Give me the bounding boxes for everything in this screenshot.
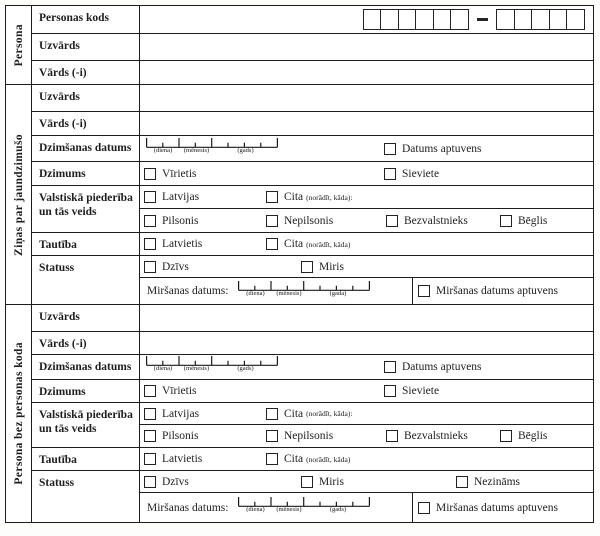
code-digit-box[interactable] xyxy=(363,9,382,30)
checkbox-dzivs[interactable] xyxy=(144,261,156,273)
checkbox-beglis[interactable] xyxy=(500,215,512,227)
row-valstiska-piederiba xyxy=(32,186,593,233)
mirsanas-aptuvens-label: Miršanas datums aptuvens xyxy=(436,285,559,297)
person-registration-form xyxy=(5,5,594,523)
date-day-label: (diena) xyxy=(153,365,173,372)
option-cita-valstiska[interactable]: Cita (norādīt, kāda): xyxy=(266,408,352,420)
option-nezinams[interactable]: Nezināms xyxy=(456,476,520,488)
option-dzivs[interactable]: Dzīvs xyxy=(144,261,189,273)
row-tautiba xyxy=(32,448,593,471)
row-valstiska-piederiba xyxy=(32,403,593,448)
row-vards xyxy=(32,332,593,355)
mirsanas-datums-label: Miršanas datums: xyxy=(147,285,229,297)
code-digit-box[interactable] xyxy=(398,9,417,30)
code-digit-box[interactable] xyxy=(531,9,550,30)
row-uzvards xyxy=(32,305,593,332)
option-virietis[interactable]: Vīrietis xyxy=(144,168,197,180)
birth-date-comb[interactable] xyxy=(146,355,278,376)
row-uzvards xyxy=(32,85,593,112)
section-bez-koda xyxy=(6,305,593,522)
option-nepilsonis[interactable]: Nepilsonis xyxy=(266,430,333,442)
option-latvietis[interactable]: Latvietis xyxy=(144,453,202,465)
checkbox-sieviete[interactable] xyxy=(384,168,396,180)
vards-input[interactable] xyxy=(144,63,589,82)
mirsanas-datums-label: Miršanas datums: xyxy=(147,501,229,514)
row-dzimsanas-datums xyxy=(32,136,593,162)
uzvards-input[interactable] xyxy=(144,307,589,329)
dzimums-label: Dzimums xyxy=(32,380,140,402)
checkbox-virietis[interactable] xyxy=(144,385,156,397)
death-date-comb[interactable] xyxy=(238,280,370,301)
subrow-mirsanas-datums xyxy=(140,493,593,522)
valstiska-label: Valstiskā piederība un tās veids xyxy=(32,186,140,232)
code-digit-box[interactable] xyxy=(450,9,469,30)
checkbox-bezvalstnieks[interactable] xyxy=(386,215,398,227)
tautiba-label: Tautība xyxy=(32,448,140,470)
checkbox-mirsanas-aptuvens[interactable] xyxy=(418,502,430,514)
option-virietis[interactable]: Vīrietis xyxy=(144,385,197,397)
checkbox-datums-aptuvens[interactable] xyxy=(384,361,396,373)
vards-label: Vārds (-i) xyxy=(32,332,140,354)
death-date-comb[interactable] xyxy=(238,496,370,517)
dzimums-label: Dzimums xyxy=(32,162,140,185)
row-vards xyxy=(32,112,593,136)
vards-input[interactable] xyxy=(144,114,589,133)
code-digit-box[interactable] xyxy=(380,9,399,30)
option-beglis[interactable]: Bēglis xyxy=(500,430,547,442)
row-dzimums xyxy=(32,380,593,403)
checkbox-latvijas[interactable] xyxy=(144,191,156,203)
option-datums-aptuvens[interactable] xyxy=(384,361,482,373)
option-latvietis[interactable]: Latvietis xyxy=(144,238,202,250)
option-latvijas[interactable]: Latvijas xyxy=(144,408,199,420)
row-statuss xyxy=(32,471,593,522)
mirsanas-aptuvens-label: Miršanas datums aptuvens xyxy=(436,501,559,514)
section-persona-label: Persona xyxy=(12,23,25,67)
code-dash xyxy=(477,18,488,20)
code-digit-box[interactable] xyxy=(415,9,434,30)
checkbox-pilsonis[interactable] xyxy=(144,215,156,227)
section-bez-koda-label: Persona bez personas koda xyxy=(12,342,25,485)
option-sieviete[interactable]: Sieviete xyxy=(384,168,439,180)
uzvards-label: Uzvārds xyxy=(32,34,140,60)
statuss-label: Statuss xyxy=(32,256,140,304)
valstiska-label: Valstiskā piederība un tās veids xyxy=(32,403,140,447)
uzvards-label: Uzvārds xyxy=(32,85,140,111)
row-uzvards xyxy=(32,34,593,61)
option-dzivs[interactable]: Dzīvs xyxy=(144,476,189,488)
checkbox-virietis[interactable] xyxy=(144,168,156,180)
section-jaundzimusais xyxy=(6,85,593,305)
date-day-label: (diena) xyxy=(246,289,265,297)
row-personas-kods xyxy=(32,6,593,34)
checkbox-latvijas[interactable] xyxy=(144,408,156,420)
datums-aptuvens-label: Datums aptuvens xyxy=(402,142,482,155)
option-pilsonis[interactable]: Pilsonis xyxy=(144,430,198,442)
checkbox-sieviete[interactable] xyxy=(384,385,396,397)
mirsanas-aptuvens-cell xyxy=(412,493,593,522)
checkbox-latvietis[interactable] xyxy=(144,238,156,250)
row-dzimsanas-datums xyxy=(32,355,593,380)
tautiba-label: Tautība xyxy=(32,233,140,255)
checkbox-miris[interactable] xyxy=(301,476,313,488)
vards-label: Vārds (-i) xyxy=(32,61,140,84)
date-year-label: (gads) xyxy=(237,365,254,372)
date-year-label: (gads) xyxy=(329,506,347,513)
option-pilsonis[interactable]: Pilsonis xyxy=(144,215,198,227)
dzimsanas-datums-label: Dzimšanas datums xyxy=(32,136,140,161)
date-year-label: (gads) xyxy=(237,146,254,154)
checkbox-cita-valstiska[interactable] xyxy=(266,408,278,420)
vards-input[interactable] xyxy=(144,334,589,352)
row-tautiba xyxy=(32,233,593,256)
checkbox-miris[interactable] xyxy=(301,261,313,273)
uzvards-input[interactable] xyxy=(144,87,589,109)
section-jaundzimusais-label-cell xyxy=(6,85,32,304)
code-digit-box[interactable] xyxy=(566,9,585,30)
checkbox-latvietis[interactable] xyxy=(144,453,156,465)
uzvards-input[interactable] xyxy=(144,36,589,58)
datums-aptuvens-label: Datums aptuvens xyxy=(402,361,482,373)
section-jaundzimusais-label: Ziņas par jaundzimušo xyxy=(12,133,25,256)
code-digit-box[interactable] xyxy=(514,9,533,30)
checkbox-beglis[interactable] xyxy=(500,430,512,442)
section-persona xyxy=(6,6,593,85)
checkbox-bezvalstnieks[interactable] xyxy=(386,430,398,442)
option-nepilsonis[interactable]: Nepilsonis xyxy=(266,215,333,227)
date-year-label: (gada) xyxy=(329,289,347,297)
row-statuss xyxy=(32,256,593,304)
row-dzimums xyxy=(32,162,593,186)
code-digit-box[interactable] xyxy=(496,9,515,30)
checkbox-cita-tautiba[interactable] xyxy=(266,453,278,465)
option-sieviete[interactable]: Sieviete xyxy=(384,385,439,397)
personas-kods-label: Personas kods xyxy=(32,6,140,33)
date-month-label: (mēnesis) xyxy=(183,146,210,154)
checkbox-nepilsonis[interactable] xyxy=(266,215,278,227)
uzvards-label: Uzvārds xyxy=(32,305,140,331)
option-miris[interactable]: Miris xyxy=(301,476,344,488)
option-cita-valstiska[interactable]: Cita (norādīt, kāda): xyxy=(266,191,352,203)
birth-date-comb[interactable] xyxy=(146,137,278,158)
checkbox-dzivs[interactable] xyxy=(144,476,156,488)
checkbox-datums-aptuvens[interactable] xyxy=(384,143,396,155)
option-datums-aptuvens[interactable] xyxy=(384,143,482,155)
vards-label: Vārds (-i) xyxy=(32,112,140,135)
option-cita-tautiba[interactable]: Cita (norādīt, kāda) xyxy=(266,238,350,250)
subrow-mirsanas-datums xyxy=(140,278,593,304)
code-digit-box[interactable] xyxy=(433,9,452,30)
checkbox-pilsonis[interactable] xyxy=(144,430,156,442)
option-miris[interactable]: Miris xyxy=(301,261,344,273)
row-vards xyxy=(32,61,593,84)
option-bezvalstnieks[interactable]: Bezvalstnieks xyxy=(386,430,468,442)
option-latvijas[interactable]: Latvijas xyxy=(144,191,199,203)
date-month-label: (mēnesis) xyxy=(183,365,210,372)
date-day-label: (diena) xyxy=(153,146,173,154)
option-cita-tautiba[interactable]: Cita (norādīt, kāda) xyxy=(266,453,350,465)
checkbox-nezinams[interactable] xyxy=(456,476,468,488)
date-day-label: (diena) xyxy=(246,506,265,513)
date-month-label: (mēnesis) xyxy=(276,506,302,513)
option-bezvalstnieks[interactable]: Bezvalstnieks xyxy=(386,215,468,227)
mirsanas-aptuvens-cell xyxy=(412,278,593,304)
option-beglis[interactable]: Bēglis xyxy=(500,215,547,227)
section-bez-koda-label-cell xyxy=(6,305,32,522)
dzimsanas-datums-label: Dzimšanas datums xyxy=(32,355,140,379)
statuss-label: Statuss xyxy=(32,471,140,522)
code-digit-box[interactable] xyxy=(549,9,568,30)
checkbox-cita-valstiska[interactable] xyxy=(266,191,278,203)
personas-kods-input[interactable] xyxy=(363,9,590,30)
checkbox-nepilsonis[interactable] xyxy=(266,430,278,442)
checkbox-mirsanas-aptuvens[interactable] xyxy=(418,285,430,297)
checkbox-cita-tautiba[interactable] xyxy=(266,238,278,250)
date-month-label: (mēnesis) xyxy=(276,289,302,297)
section-persona-label-cell xyxy=(6,6,32,84)
